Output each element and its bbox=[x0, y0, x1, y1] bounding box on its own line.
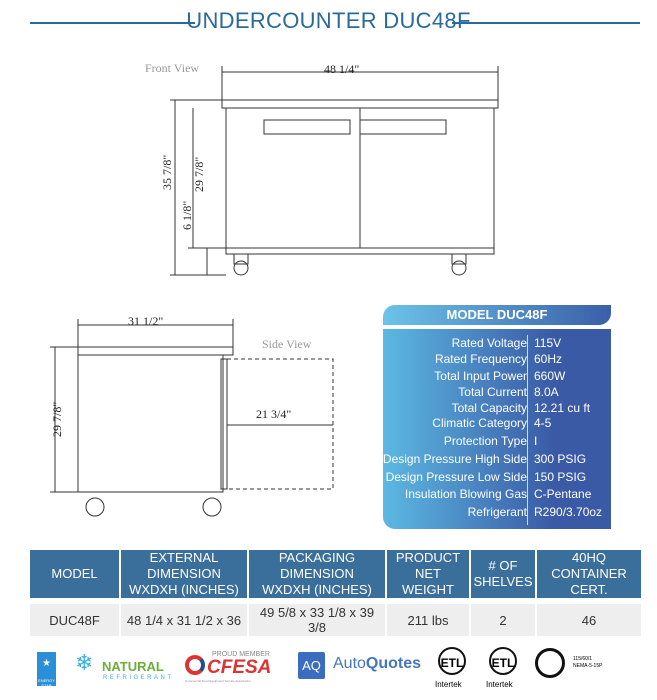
side-view-label: Side View bbox=[262, 337, 312, 351]
col-packaging-dim: PACKAGING DIMENSION WXDXH (INCHES) bbox=[249, 550, 385, 598]
spec-row bbox=[383, 504, 611, 520]
spec-row bbox=[383, 486, 611, 502]
front-view-drawing bbox=[160, 60, 520, 285]
cell-shelves: 2 bbox=[471, 604, 535, 636]
cfesa-subtitle: Commercial Food Equipment Service Association bbox=[185, 679, 251, 683]
intertek-label: Intertek bbox=[435, 680, 462, 689]
spec-key: Design Pressure Low Side bbox=[385, 470, 527, 484]
spec-value: 115V bbox=[534, 336, 562, 350]
spec-key: Protection Type bbox=[443, 434, 527, 448]
spec-value: 4-5 bbox=[534, 416, 552, 430]
cell-model: DUC48F bbox=[30, 604, 119, 636]
spec-row bbox=[383, 335, 611, 351]
etl-mark-icon: ETL bbox=[489, 647, 517, 675]
etl-c-us-mark-icon: ETL bbox=[438, 647, 466, 675]
spec-value: 660W bbox=[534, 369, 566, 383]
spec-key: Total Input Power bbox=[434, 369, 527, 383]
spec-value: 60Hz bbox=[534, 352, 563, 366]
spec-row bbox=[383, 384, 611, 400]
side-depth-dim: 31 1/2" bbox=[128, 314, 164, 328]
col-external-dim: EXTERNAL DIMENSION WXDXH (INCHES) bbox=[121, 550, 247, 598]
col-weight: PRODUCT NET WEIGHT bbox=[387, 550, 469, 598]
spec-row bbox=[383, 368, 611, 384]
spec-row bbox=[383, 400, 611, 416]
plug-rating: 115/60/1 bbox=[573, 656, 593, 662]
front-total-height-dim: 35 7/8" bbox=[160, 154, 174, 190]
front-width-dim: 48 1/4" bbox=[324, 62, 360, 76]
col-model: MODEL bbox=[30, 550, 119, 598]
snowflake-icon: ❄ bbox=[75, 650, 94, 675]
front-body-height-dim: 29 7/8" bbox=[192, 156, 206, 192]
spec-key: Total Capacity bbox=[451, 401, 527, 415]
spec-value: 300 PSIG bbox=[534, 452, 587, 466]
spec-heading: MODEL DUC48F bbox=[383, 305, 611, 325]
spec-row bbox=[383, 415, 611, 431]
spec-row bbox=[383, 469, 611, 485]
side-view-drawing bbox=[45, 315, 345, 525]
cfesa-emblem-icon bbox=[185, 655, 205, 675]
intertek-label: Intertek bbox=[486, 680, 513, 689]
spec-panel bbox=[383, 305, 611, 529]
spec-body bbox=[383, 329, 611, 529]
cfesa-logo: CFESA bbox=[207, 657, 272, 678]
cell-weight: 211 lbs bbox=[387, 604, 469, 636]
nema-plug-icon bbox=[535, 648, 565, 678]
refrigerant-logo: REFRIGERANT bbox=[103, 675, 174, 681]
col-container: 40HQ CONTAINER CERT. bbox=[537, 550, 641, 598]
autoquotes-logo: AutoQuotes bbox=[333, 655, 422, 672]
side-height-dim: 29 7/8" bbox=[50, 401, 64, 437]
spec-key: Total Current bbox=[458, 385, 527, 399]
door-open-dim: 21 3/4" bbox=[256, 407, 292, 421]
spec-row bbox=[383, 451, 611, 467]
cell-packaging-dim: 49 5/8 x 33 1/8 x 39 3/8 bbox=[249, 604, 385, 636]
natural-logo: NATURAL bbox=[102, 659, 164, 674]
spec-key: Climatic Category bbox=[432, 416, 527, 430]
table-header bbox=[30, 550, 641, 598]
spec-value: 8.0A bbox=[534, 385, 559, 399]
cfesa-tagline: PROUD MEMBER bbox=[212, 651, 270, 658]
cell-external-dim: 48 1/4 x 31 1/2 x 36 bbox=[121, 604, 247, 636]
energy-star-logo: ★ ENERGY STAR bbox=[37, 652, 56, 686]
spec-value: 150 PSIG bbox=[534, 470, 587, 484]
cell-container: 46 bbox=[537, 604, 641, 636]
front-view-label: Front View bbox=[145, 61, 200, 75]
spec-key: Insulation Blowing Gas bbox=[404, 487, 527, 501]
spec-key: Rated Frequency bbox=[434, 352, 527, 366]
spec-key: Rated Voltage bbox=[451, 336, 527, 350]
spec-value: 12.21 cu ft bbox=[534, 401, 591, 415]
spec-value: R290/3.70oz bbox=[534, 505, 603, 519]
front-leg-height-dim: 6 1/8" bbox=[180, 200, 194, 230]
table-row bbox=[30, 604, 641, 636]
spec-row bbox=[383, 351, 611, 367]
page-title: UNDERCOUNTER DUC48F bbox=[186, 8, 471, 33]
plug-type: NEMA-5-15P bbox=[573, 663, 603, 669]
spec-key: Design Pressure High Side bbox=[382, 452, 527, 466]
spec-row bbox=[383, 433, 611, 449]
spec-value: I bbox=[534, 434, 538, 448]
spec-value: C-Pentane bbox=[534, 487, 592, 501]
col-shelves: # OF SHELVES bbox=[471, 550, 535, 598]
aq-logo: AQ bbox=[298, 652, 325, 679]
product-table bbox=[28, 550, 643, 636]
spec-key: Refrigerant bbox=[467, 505, 527, 519]
